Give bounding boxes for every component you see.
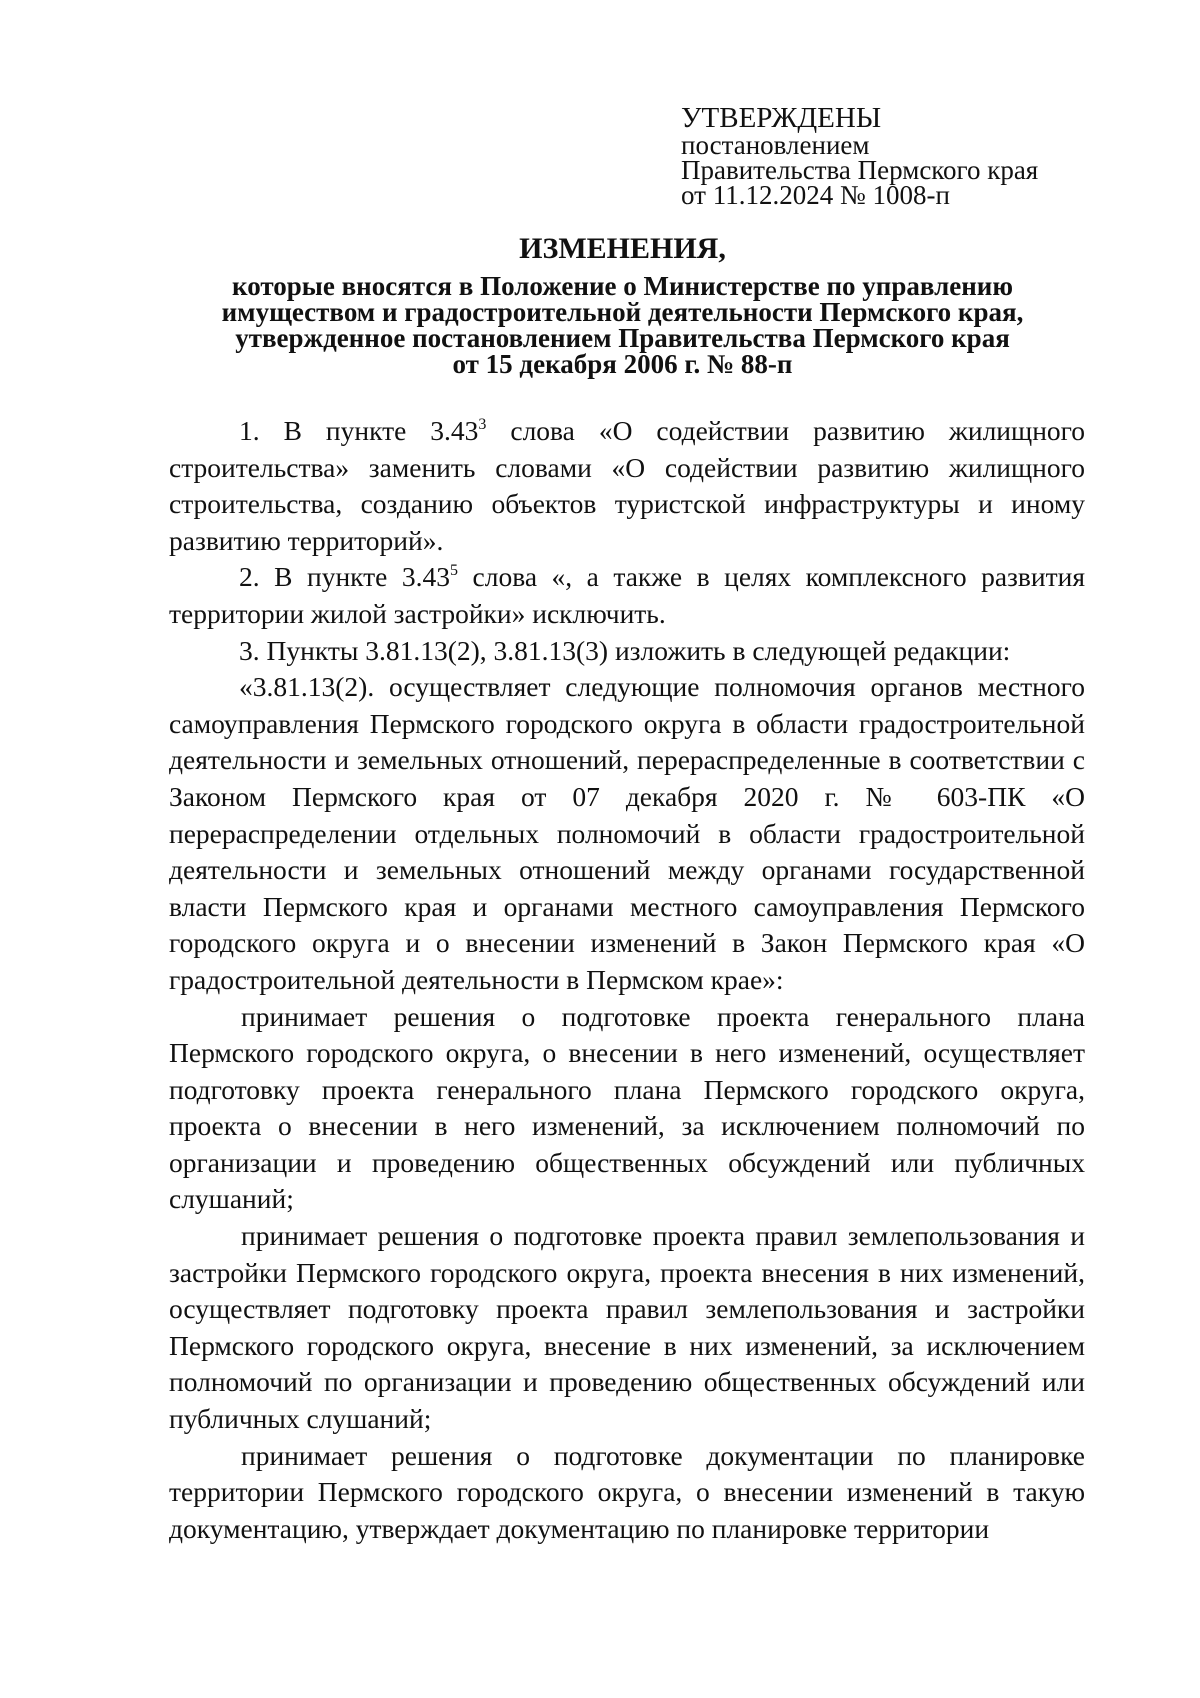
approval-line-1: постановлением (681, 130, 870, 160)
paragraph-6: принимает решения о подготовке проекта правил землепользования и застройки Пермского городского округа, проекта внесения в них изменений, осуществляет подготовку проекта правил землепользования и застройки Пермского городского округа, внесение в них изменений, за исключением полномочий по организации и проведению общественных обсуждений или публичных слушаний; (169, 1220, 1085, 1435)
paragraph-1-rest: слова «О содействии развитию жилищного строительства» заменить словами «О содействии развитию жилищного строительства, созданию объектов туристской инфраструктуры и иному развитию территорий». (169, 415, 1086, 556)
paragraph-2-superscript: 5 (450, 562, 459, 580)
approval-title: УТВЕРЖДЕНЫ (681, 102, 882, 134)
approval-line-2: Правительства Пермского края (681, 155, 1039, 185)
paragraph-1-superscript: 3 (478, 416, 487, 433)
paragraph-2-start: 2. В пункте 3.43 (239, 561, 451, 593)
paragraph-2-rest: слова «, а также в целях комплексного развития территории жилой застройки» исключить. (169, 561, 1086, 629)
document-subtitle (150, 273, 1095, 377)
paragraph-3: 3. Пункты 3.81.13(2), 3.81.13(3) изложить в следующей редакции: (239, 634, 1011, 666)
subtitle-line-4: от 15 декабря 2006 г. № 88-п (452, 349, 793, 379)
document-title: ИЗМЕНЕНИЯ, (519, 232, 726, 265)
subtitle-line-3: утвержденное постановлением Правительства Пермского края (235, 323, 1010, 353)
document-body (169, 413, 1085, 1547)
paragraph-7: принимает решения о подготовке документации по планировке территории Пермского городского округа, о внесении изменений в такую документацию, утверждает документацию по планировке территории (169, 1439, 1085, 1544)
paragraph-1 (169, 413, 1085, 559)
paragraph-4: «3.81.13(2). осуществляет следующие полномочия органов местного самоуправления Пермского городского округа в области градостроительной деятельности и земельных отношений, перераспределенные в соответствии с Законом Пермского края от 07 декабря 2020 г. № 603-ПК «О перераспределении отдельных полномочий в области градостроительной деятельности и земельных отношений между органами государственной власти Пермского края и органами местного самоуправления Пермского городского округа и о внесении изменений в Закон Пермского края «О градостроительной деятельности в Пермском крае»: (169, 671, 1085, 995)
subtitle-line-2: имуществом и градостроительной деятельности Пермского края, (221, 297, 1024, 327)
paragraph-5: принимает решения о подготовке проекта генерального плана Пермского городского округа, о внесении в него изменений, осуществляет подготовку проекта генерального плана Пермского городского округа, проекта о внесении в него изменений, за исключением полномочий по организации и проведению общественных обсуждений или публичных слушаний; (169, 1000, 1085, 1215)
subtitle-line-1: которые вносятся в Положение о Министерстве по управлению (232, 271, 1013, 301)
paragraph-2 (169, 559, 1085, 632)
approval-stamp (681, 103, 1038, 208)
paragraph-1-start: 1. В пункте 3.43 (239, 415, 479, 446)
approval-line-3: от 11.12.2024 № 1008-п (681, 180, 950, 210)
